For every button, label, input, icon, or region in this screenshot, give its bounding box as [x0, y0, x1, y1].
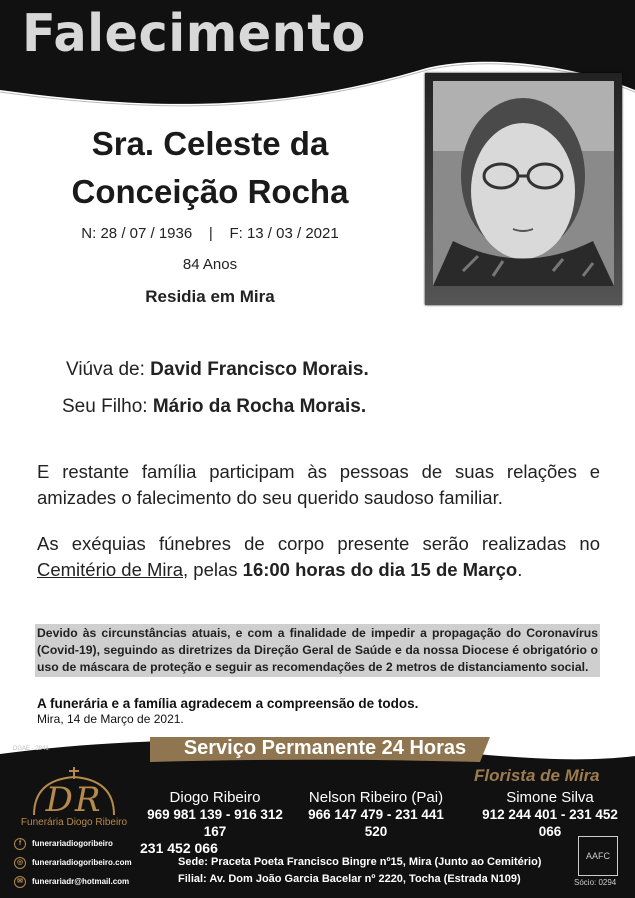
covid-notice: Devido às circunstâncias atuais, e com a finalidade de impedir a propagação do Coronavírus (Covid-19), seguindo as diretrizes da Direção Geral de Saúde e da nossa Diocese é obrigatório o uso de máscara de proteção e seguir as recomendações de 2 metros de distanciamento social.	[35, 624, 600, 677]
contact-name: Diogo Ribeiro	[169, 789, 261, 806]
socio-number: Sócio: 0294	[574, 878, 617, 887]
funeral-time: 16:00 horas do dia 15 de Março	[242, 559, 518, 580]
funeral-text	[37, 531, 600, 583]
contact-phones: 912 244 401 - 231 452 066	[482, 807, 618, 839]
address-filial: Filial: Av. Dom João Garcia Bacelar nº 2220, Tocha (Estrada N109)	[178, 873, 521, 885]
thanks-text: A funerária e a família agradecem a compreensão de todos.	[37, 696, 419, 711]
age: 84 Anos	[182, 256, 238, 273]
deceased-name-line1: Sra. Celeste da	[91, 125, 329, 162]
social-email[interactable]	[14, 876, 129, 888]
relative-name: Mário da Rocha Morais.	[152, 396, 367, 417]
email-icon: ✉	[14, 876, 26, 888]
relative-name: David Francisco Morais.	[150, 359, 369, 380]
florista-brand: Florista de Mira	[474, 766, 600, 785]
logo: DR	[45, 780, 103, 820]
address-sede: Sede: Praceta Poeta Francisco Bingre nº15, Mira (Junto ao Cemitério)	[178, 856, 542, 868]
social-label: funerariadr@hotmail.com	[32, 877, 130, 887]
social-website[interactable]	[14, 857, 132, 869]
social-label: funerariadiogoribeiro.com	[32, 858, 132, 868]
page-title: Falecimento	[22, 4, 366, 64]
funeral-location-link[interactable]: Cemitério de Mira	[37, 559, 183, 580]
logo-subtitle: Funerária Diogo Ribeiro	[20, 817, 128, 828]
contact-phones: 969 981 139 - 916 312 167	[147, 807, 283, 839]
place-date: Mira, 14 de Março de 2021.	[37, 712, 184, 726]
relative-label: Viúva de:	[66, 359, 145, 380]
contact-phones: 966 147 479 - 231 441 520	[308, 807, 444, 839]
announcement-text: E restante família participam às pessoas de suas relações e amizades o falecimento do seu querido saudoso familiar.	[37, 461, 600, 508]
social-facebook[interactable]	[14, 838, 113, 850]
contact-diogo	[140, 789, 290, 857]
portrait-photo	[433, 81, 614, 286]
deceased-name-line2: Conceição Rocha	[71, 173, 349, 210]
residence: Residia em Mira	[145, 287, 275, 306]
aafc-badge: AAFC	[578, 836, 618, 876]
dgae-code: DGAE - 2841	[13, 746, 49, 752]
funeral-suffix: .	[517, 559, 523, 580]
funeral-middle: , pelas	[183, 559, 243, 580]
relative-label: Seu Filho:	[62, 396, 148, 417]
contact-name: Nelson Ribeiro (Pai)	[308, 789, 444, 806]
contact-phones-2: 231 452 066	[140, 840, 218, 856]
globe-icon: ◎	[14, 857, 26, 869]
funeral-prefix: As exéquias fúnebres de corpo presente serão realizadas no	[37, 533, 600, 554]
social-label: funerariadiogoribeiro	[32, 839, 113, 849]
relative-son	[62, 396, 366, 418]
relative-widow	[66, 359, 369, 381]
facebook-icon: f	[14, 838, 26, 850]
portrait-frame	[425, 73, 622, 305]
service-banner: Serviço Permanente 24 Horas	[183, 737, 467, 759]
contact-name: Simone Silva	[506, 789, 594, 806]
birth-death-dates: N: 28 / 07 / 1936 | F: 13 / 03 / 2021	[81, 225, 339, 242]
contact-nelson	[296, 789, 456, 840]
deceased-name	[40, 120, 380, 216]
contact-simone	[470, 789, 630, 840]
